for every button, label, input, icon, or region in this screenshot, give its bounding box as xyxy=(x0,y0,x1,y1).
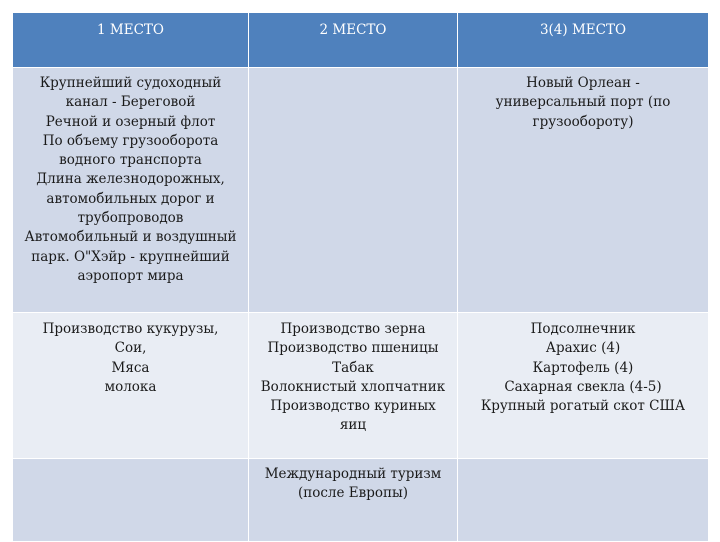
cell-text-line: Мяса xyxy=(111,359,150,376)
cell-text-line: Волокнистый хлопчатник xyxy=(260,378,446,395)
cell-text-line: Подсолнечник xyxy=(530,321,636,337)
cell-text-line: Речной и озерный флот xyxy=(45,113,216,130)
cell-text-line: Сахарная свекла (4-5) xyxy=(504,378,662,395)
header-place-2: 2 МЕСТО xyxy=(249,13,458,68)
cell-text-line: Производство пшеницы xyxy=(267,340,439,357)
table-row xyxy=(13,68,709,313)
cell-text-line: Производство зерна xyxy=(280,321,426,337)
cell-tourism-place-3 xyxy=(458,459,709,542)
ranking-table xyxy=(12,12,709,542)
header-place-1: 1 МЕСТО xyxy=(13,13,249,68)
cell-tourism-place-2 xyxy=(249,459,458,542)
cell-text-line: грузообороту) xyxy=(532,113,634,130)
header-row xyxy=(13,13,709,68)
cell-text-line: молока xyxy=(104,378,157,395)
cell-text-line: Сои, xyxy=(114,340,147,357)
cell-text-line: Производство куриных xyxy=(270,398,436,415)
cell-text-line: универсальный порт (по xyxy=(495,94,671,111)
cell-text-line: Табак xyxy=(332,359,374,376)
cell-text-line: Крупнейший судоходный xyxy=(39,75,222,91)
cell-transport-place-3 xyxy=(458,68,709,313)
cell-text-line: Автомобильный и воздушный xyxy=(24,229,237,246)
cell-transport-place-1 xyxy=(13,68,249,313)
table-row xyxy=(13,459,709,542)
cell-tourism-place-1 xyxy=(13,459,249,542)
cell-text-line: Международный туризм xyxy=(264,466,442,482)
cell-text-line: По объему грузооборота xyxy=(42,132,219,149)
cell-text-line: автомобильных дорог и xyxy=(46,190,215,207)
cell-text-line: аэропорт мира xyxy=(77,267,184,284)
header-place-3-4: 3(4) МЕСТО xyxy=(458,13,709,68)
cell-text-line: трубопроводов xyxy=(77,210,184,227)
cell-text-line: Картофель (4) xyxy=(532,359,634,376)
cell-text-line: Крупный рогатый скот США xyxy=(480,398,686,415)
cell-agriculture-place-3 xyxy=(458,313,709,459)
cell-agriculture-place-1 xyxy=(13,313,249,459)
cell-text-line: Производство кукурузы, xyxy=(42,321,219,337)
cell-text-line: водного транспорта xyxy=(59,152,202,169)
table-row xyxy=(13,313,709,459)
cell-text-line: парк. О"Хэйр - крупнейший xyxy=(31,248,230,265)
cell-agriculture-place-2 xyxy=(249,313,458,459)
cell-text-line: Арахис (4) xyxy=(545,340,621,357)
cell-text-line: канал - Береговой xyxy=(65,94,196,111)
cell-transport-place-2 xyxy=(249,68,458,313)
cell-text-line: Новый Орлеан - xyxy=(526,75,640,91)
cell-text-line: яиц xyxy=(339,417,367,434)
cell-text-line: Длина железнодорожных, xyxy=(36,171,225,188)
cell-text-line: (после Европы) xyxy=(297,485,409,502)
